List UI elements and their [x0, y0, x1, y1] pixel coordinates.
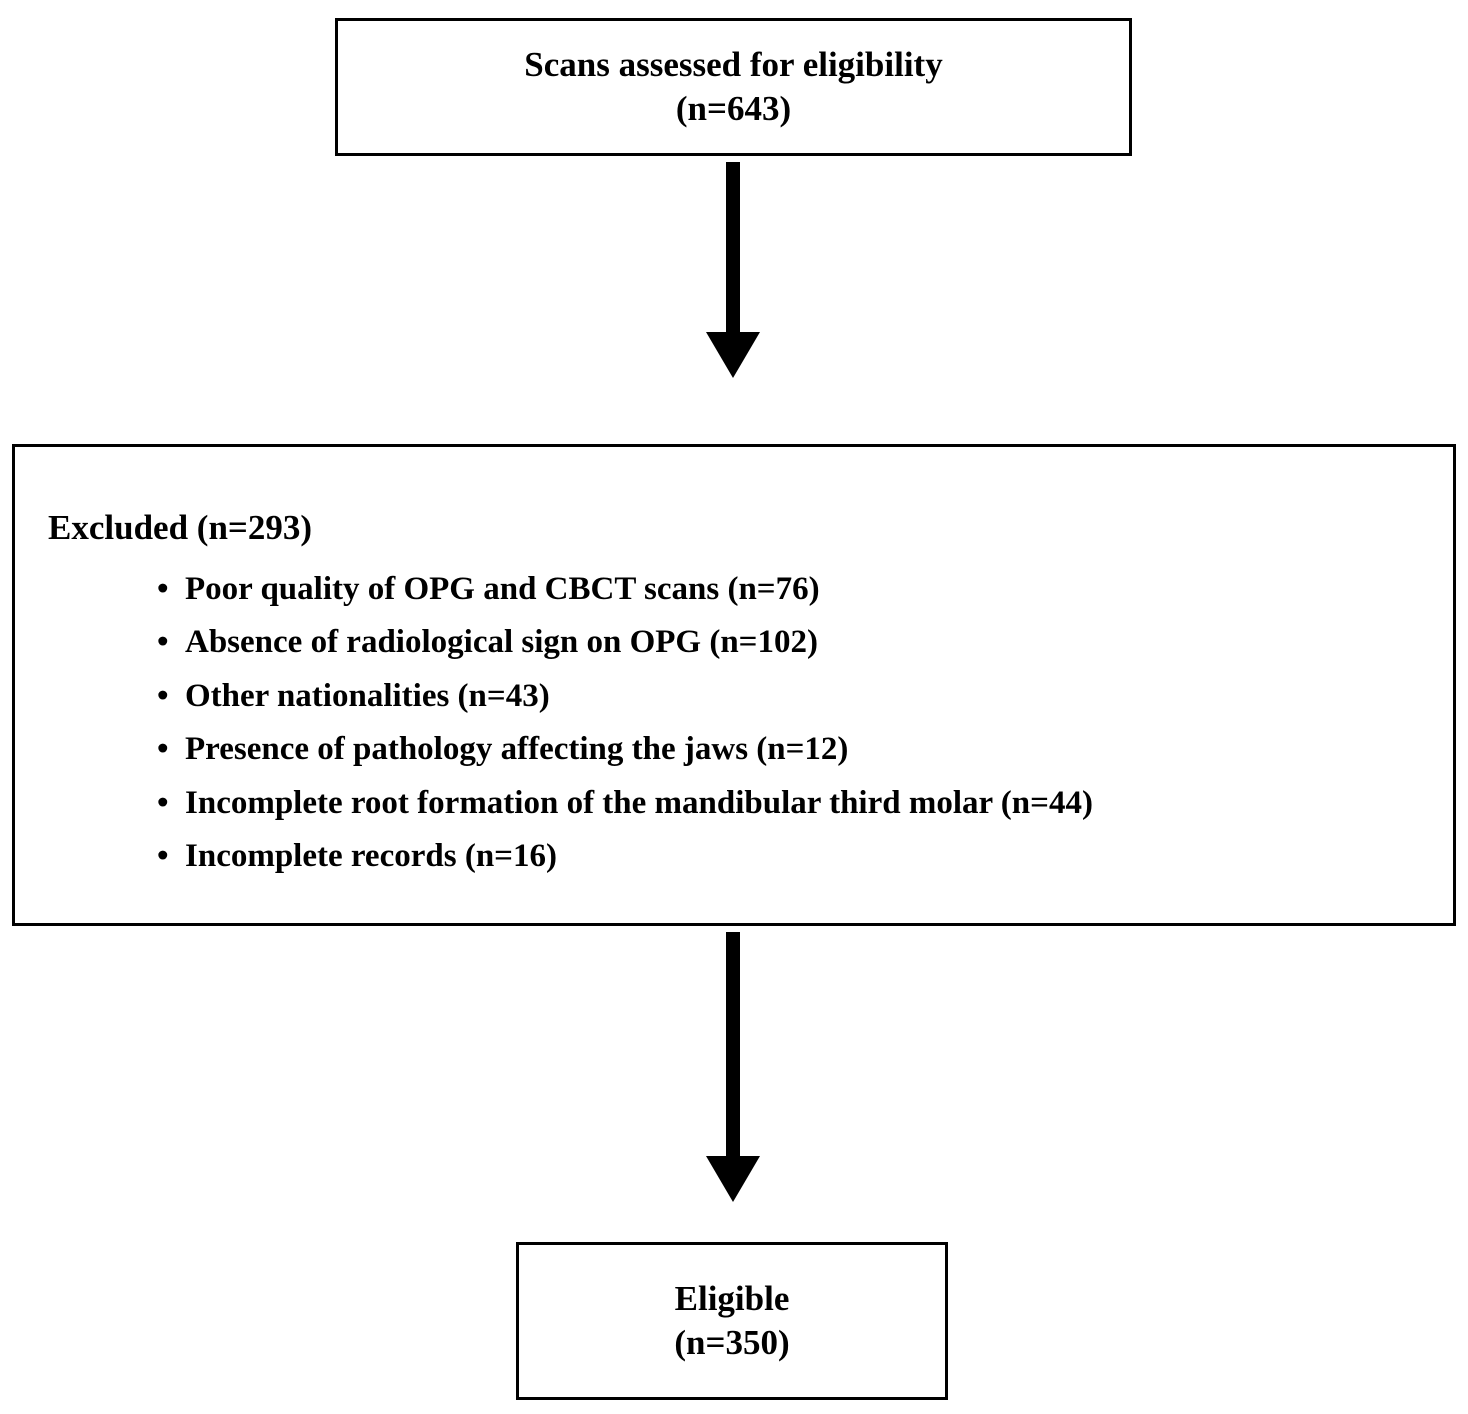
bullet-icon: •: [157, 571, 169, 607]
bullet-icon: •: [157, 677, 169, 714]
list-item: [157, 830, 1453, 883]
scans-assessed-title: Scans assessed for eligibility: [524, 45, 943, 85]
list-item: [157, 777, 1453, 830]
excluded-reasons-list: [15, 563, 1453, 884]
list-item: [157, 723, 1453, 776]
bullet-icon: •: [157, 838, 169, 875]
bullet-icon: •: [157, 784, 169, 821]
arrow-head: [706, 1156, 760, 1202]
list-item-label: Other nationalities (n=43): [185, 677, 550, 714]
arrow-shaft: [726, 932, 740, 1162]
scans-assessed-box: [335, 18, 1132, 156]
list-item-label: Poor quality of OPG and CBCT scans (n=76): [185, 571, 820, 607]
list-item-label: Absence of radiological sign on OPG (n=102): [185, 624, 818, 661]
scans-assessed-count: (n=643): [675, 89, 792, 128]
bullet-icon: •: [157, 731, 169, 768]
arrow-head: [706, 332, 760, 378]
excluded-box: [12, 444, 1456, 926]
eligible-box: [516, 1242, 948, 1400]
arrow-shaft: [726, 162, 740, 338]
list-item: [157, 616, 1453, 669]
list-item: [157, 563, 1453, 616]
list-item-label: Presence of pathology affecting the jaws (n=12): [185, 731, 849, 768]
bullet-icon: •: [157, 624, 169, 661]
excluded-heading: Excluded (n=293): [48, 508, 313, 547]
list-item-label: Incomplete records (n=16): [185, 838, 557, 875]
eligible-title: Eligible: [674, 1279, 790, 1319]
list-item: [157, 670, 1453, 723]
eligible-count: (n=350): [674, 1323, 790, 1362]
list-item-label: Incomplete root formation of the mandibular third molar (n=44): [185, 784, 1093, 821]
